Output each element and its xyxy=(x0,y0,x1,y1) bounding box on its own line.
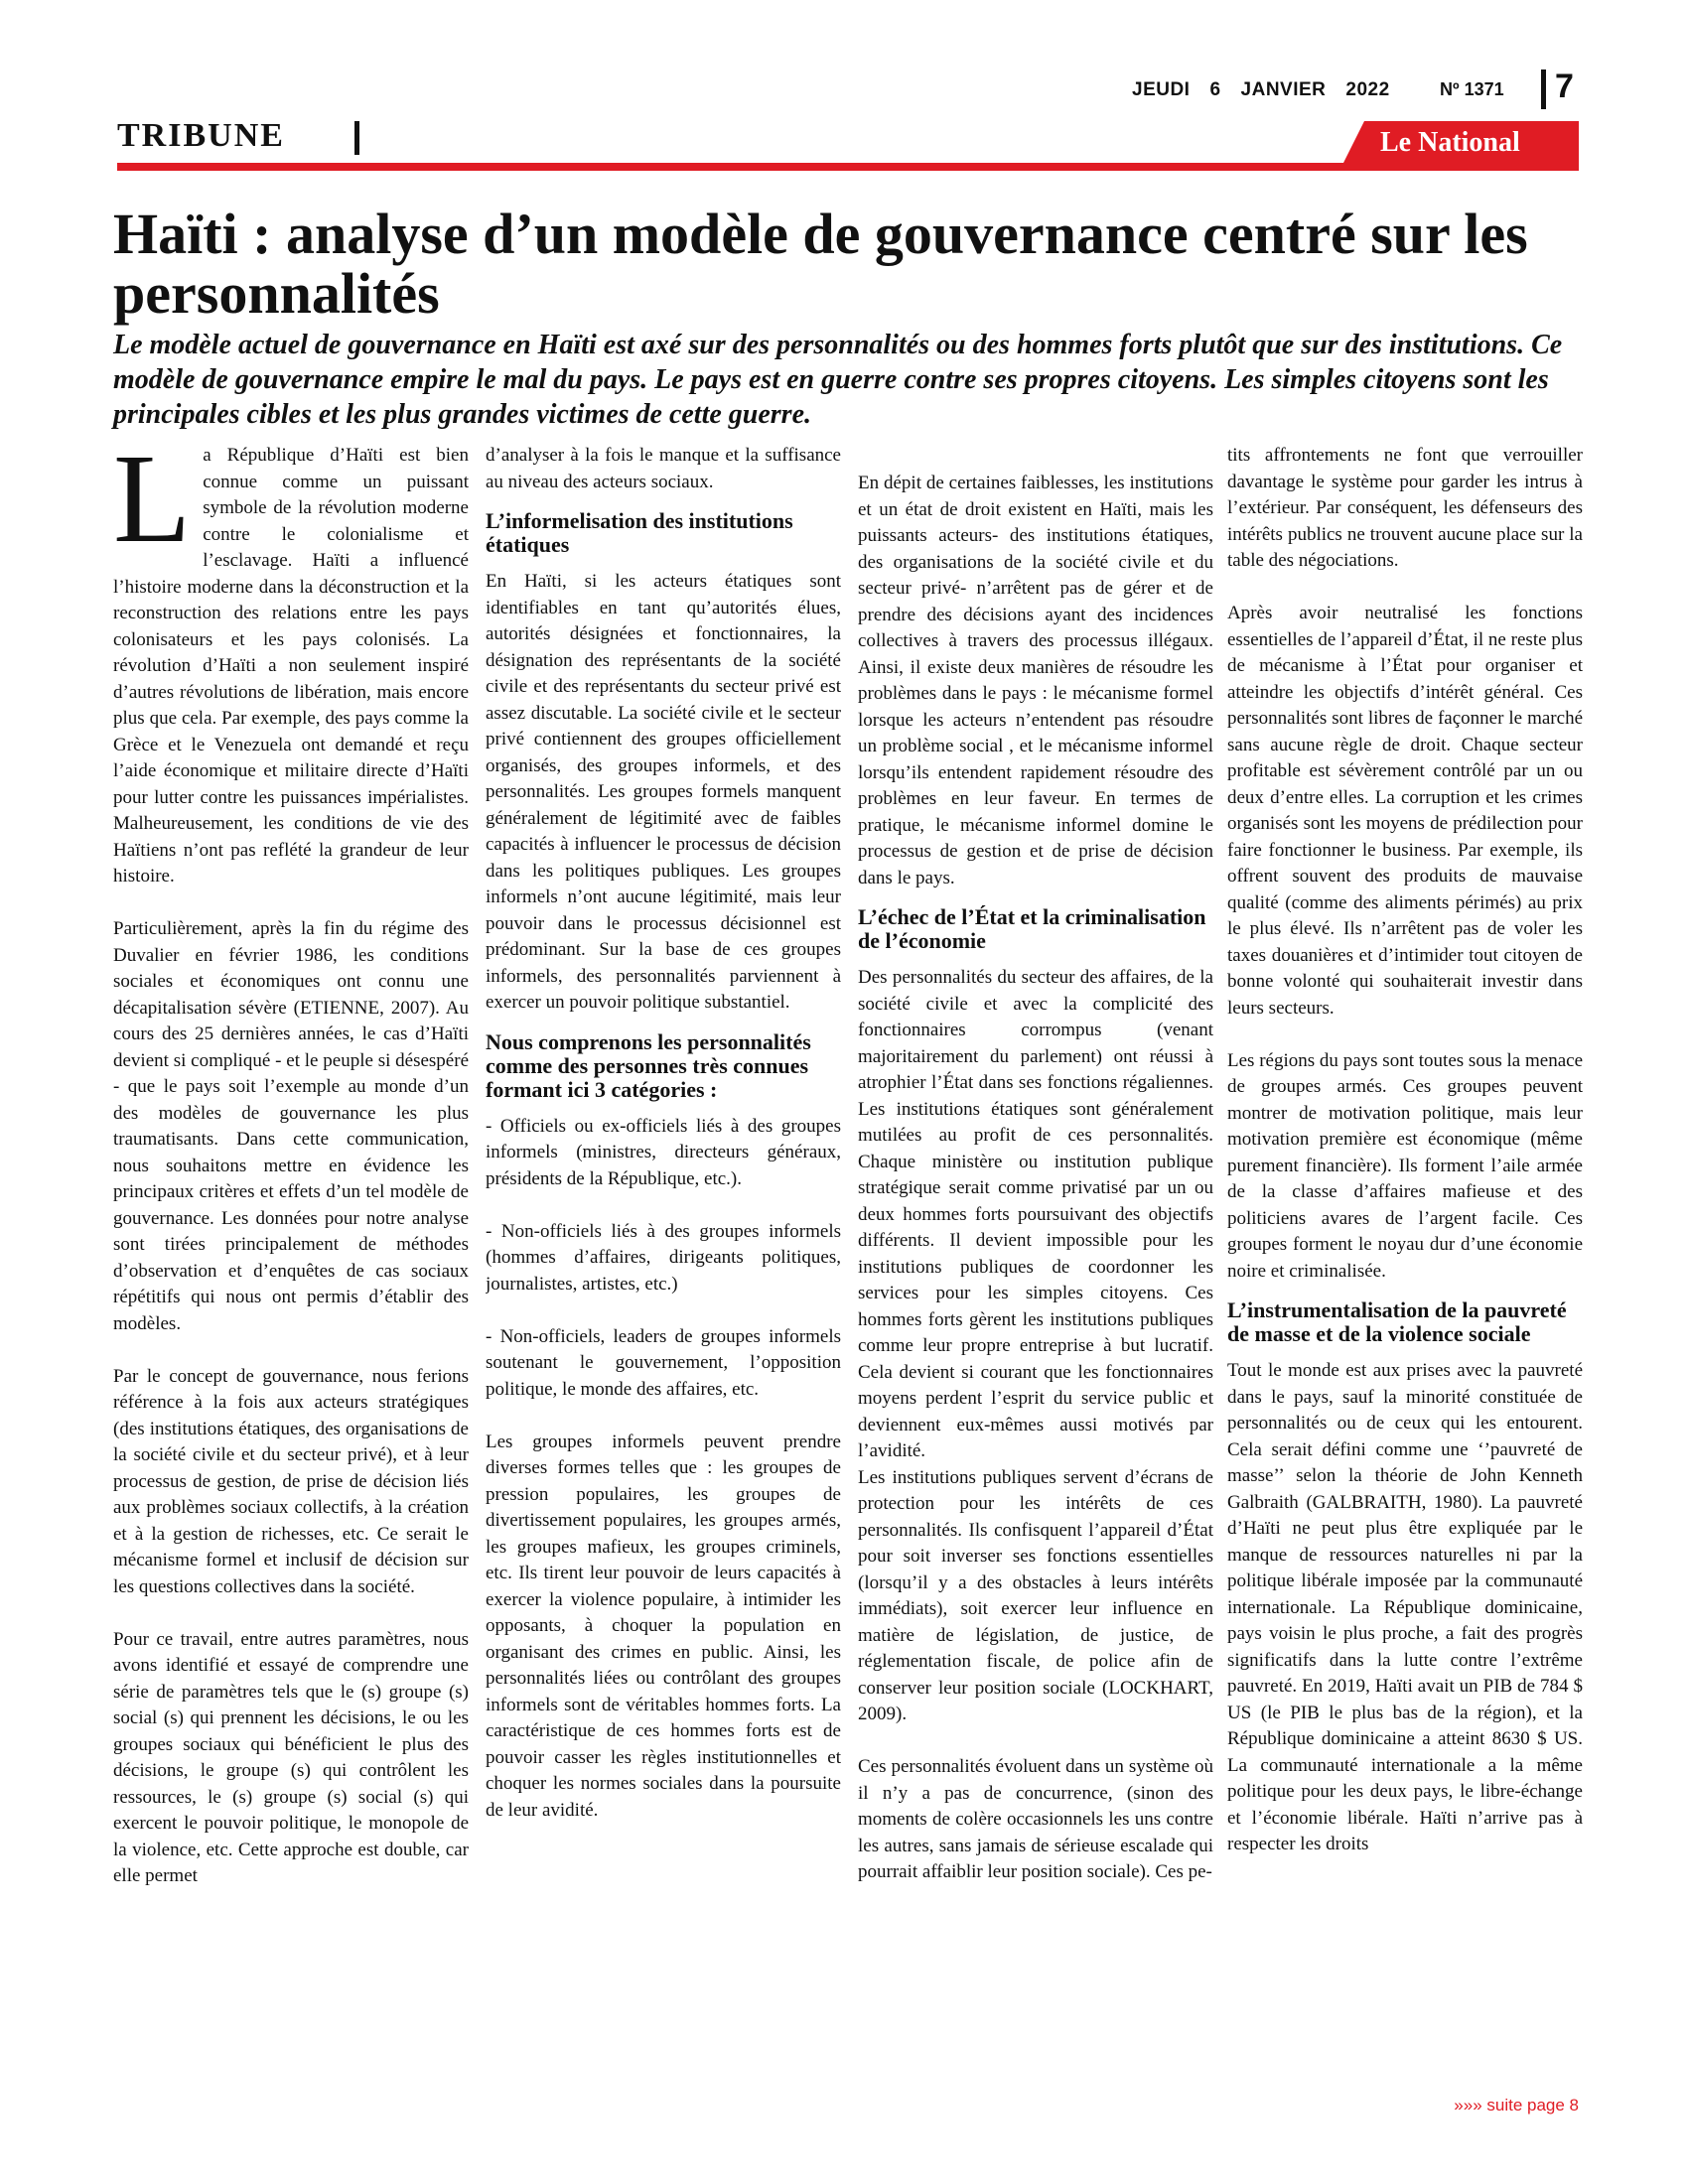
article-column-2 xyxy=(486,443,841,2071)
subheading: L’instrumentalisation de la pauvreté de masse et de la violence sociale xyxy=(1227,1297,1567,1346)
paragraph: En Haïti, si les acteurs étatiques sont identifiables en tant qu’autorités élues, autorités désignées et fonctionnaires, la désignation des représentants de la société civile et des représentants du secteur privé est assez discutable. La société civile et le secteur privé contiennent des groupes officiellement organisés, des groupes informels, et des personnalités. Les groupes formels manquent généralement de légitimité avec de faibles capacités à influencer le processus de décision dans les politiques publiques. Les groupes informels n’ont aucune légitimité, mais leur pouvoir dans le processus décisionnel est prédominant. Sur la base de ces groupes informels, des personnalités parviennent à exercer un pouvoir politique substantiel. xyxy=(486,571,841,1013)
date-year: 2022 xyxy=(1345,79,1390,100)
article-title: Haïti : analyse d’un modèle de gouvernance centré sur les personnalités xyxy=(113,202,1528,326)
paragraph: La République d’Haïti est bien connue comme un puissant symbole de la révolution moderne contre le colonialisme et l’esclavage. Haïti a influencé l’histoire moderne dans la déconstruction et la reconstruction des relations entre les pays colonisateurs et les pays colonisés. La révolution d’Haïti a non seulement inspiré d’autres révolutions de libération, mais encore plus que cela. Par exemple, des pays comme la Grèce et le Venezuela ont demandé et reçu l’aide économique et militaire directe d’Haïti pour lutter contre les puissances impérialistes. Malheureusement, les conditions de vie des Haïtiens n’ont pas reflété la grandeur de leur histoire. xyxy=(113,443,469,887)
paragraph: En dépit de certaines faiblesses, les institutions et un état de droit existent en Haïti, mais les puissants acteurs- des institutions étatiques, des organisations de la société civile et du secteur privé- n’arrêtent pas de gérer et de prendre des décisions ayant des incidences collectives à travers des processus illégaux. Ainsi, il existe deux manières de résoudre les problèmes dans le pays : le mécanisme formel lorsque les acteurs n’entendent pas résoudre un problème social , et le mécanisme informel lorsqu’ils entendent rapidement résoudre des problèmes en leur faveur. En termes de pratique, le mécanisme informel domine le processus de gestion et de prise de décision dans le pays. xyxy=(858,473,1213,888)
article-column-3 xyxy=(858,471,1213,2099)
date-month: JANVIER xyxy=(1240,79,1327,100)
paragraph: Les groupes informels peuvent prendre diverses formes telles que : les groupes de pression populaires, les groupes de divertissement populaires, les groupes armés, les groupes mafieux, les groupes criminels, etc. Ils tirent leur pouvoir de leurs capacités à exercer la violence populaire, à intimider les opposants, à choquer la population en organisant des crimes en public. Ainsi, les personnalités liées ou contrôlant des groupes informels sont de véritables hommes forts. La caractéristique de ces hommes forts est de pouvoir casser les règles institutionnelles et choquer les normes sociales dans la poursuite de leur avidité. xyxy=(486,1431,841,1821)
issue-date xyxy=(1132,79,1489,101)
header-rule xyxy=(117,163,1579,171)
continued-on-page: »»» suite page 8 xyxy=(1454,2096,1579,2115)
paragraph: tits affrontements ne font que verrouiller davantage le système pour garder les intrus à l’extérieur. Par conséquent, les défenseurs des intérêts publics ne trouvent aucune place sur la table des négociations. xyxy=(1227,445,1583,571)
section-label: TRIBUNE xyxy=(117,117,285,154)
date-day: JEUDI xyxy=(1132,79,1191,100)
article-column-4 xyxy=(1227,443,1583,2071)
issue-number: Nº 1371 xyxy=(1440,79,1504,99)
paragraph: Après avoir neutralisé les fonctions essentielles de l’appareil d’État, il ne reste plus de mécanisme à l’État pour organiser et atteindre les objectifs d’intérêt général. Ces personnalités sont libres de façonner le marché sans aucune règle de droit. Chaque secteur profitable est sévèrement contrôlé par un ou deux d’entre elles. La corruption et les crimes organisés sont les moyens de prédilection pour faire fonctionner le business. Par exemple, ils offrent souvent des produits de mauvaise qualité (comme des aliments périmés) au prix le plus élevé. Ils n’arrêtent pas de voler les taxes douanières et d’intimider tout citoyen de bonne volonté qui souhaiterait investir dans leurs secteurs. xyxy=(1227,603,1583,1019)
paragraph: d’analyser à la fois le manque et la suffisance au niveau des acteurs sociaux. xyxy=(486,445,841,492)
date-number: 6 xyxy=(1209,79,1221,100)
drop-cap: L xyxy=(113,443,192,569)
paragraph: Les institutions publiques servent d’écrans de protection pour les intérêts de ces personnalités. Ils confisquent l’appareil d’État pour soit inverser ses fonctions essentielles (lorsqu’il y a des obstacles à leurs intérêts immédiats), soit exercer leur influence en matière de législation, de justice, de réglementation fiscale, de police afin de conserver leur position sociale (LOCKHART, 2009). xyxy=(858,1466,1213,1724)
header-divider xyxy=(1541,69,1546,109)
paragraph: Particulièrement, après la fin du régime des Duvalier en février 1986, les conditions sociales et économiques ont connu une décapitalisation sévère (ETIENNE, 2007). Au cours des 25 dernières années, le cas d’Haïti devient si compliqué - et le peuple si désespéré - que le pays soit l’exemple au monde d’un des modèles de gouvernance les plus traumatisants. Dans cette communication, nous souhaitons mettre en évidence les principaux critères et effets d’un tel modèle de gouvernance. Les données pour notre analyse sont tirées principalement de méthodes d’observation et d’enquêtes de cas sociaux répétitifs qui nous ont permis d’établir des modèles. xyxy=(113,918,469,1334)
page-number: 7 xyxy=(1555,68,1574,105)
list-item: - Officiels ou ex-officiels liés à des groupes informels (ministres, directeurs généraux, présidents de la République, etc.). xyxy=(486,1115,841,1189)
article-lede: Le modèle actuel de gouvernance en Haïti est axé sur des personnalités ou des hommes forts plutôt que sur des institutions. Ce modèle de gouvernance empire le mal du pays. Le pays est en guerre contre ses propres citoyens. Les simples citoyens sont les principales cibles et les plus grandes victimes de cette guerre. xyxy=(113,330,1563,430)
paragraph: Les régions du pays sont toutes sous la menace de groupes armés. Ces groupes peuvent montrer de motivation politique, mais leur motivation première est économique (même purement financière). Ils forment l’aile armée de la classe d’affaires mafieuse et des politiciens avares de l’argent facile. Ces groupes forment le noyau dur d’une économie noire et criminalisée. xyxy=(1227,1049,1583,1282)
subheading: L’informelisation des institutions étatiques xyxy=(486,508,793,557)
subheading: Nous comprenons les personnalités comme des personnes très connues formant ici 3 catégories : xyxy=(486,1028,811,1102)
paragraph: Ces personnalités évoluent dans un système où il n’y a pas de concurrence, (sinon des moments de colère occasionnels les uns contre les autres, sans jamais de sérieuse escalade qui pourrait affaiblir leur position sociale). Ces pe- xyxy=(858,1756,1213,1882)
brand-name: Le National xyxy=(1380,127,1520,158)
paragraph: Par le concept de gouvernance, nous ferions référence à la fois aux acteurs stratégiques (des institutions étatiques, des organisations de la société civile et du secteur privé), et à leur processus de gestion, de prise de décision liés aux problèmes sociaux collectifs, à la création et à la gestion de richesses, etc. Ce serait le mécanisme formel et inclusif de décision sur les questions collectives dans la société. xyxy=(113,1365,469,1597)
list-item: - Non-officiels, leaders de groupes informels soutenant le gouvernement, l’opposition politique, le monde des affaires, etc. xyxy=(486,1325,841,1400)
subheading: L’échec de l’État et la criminalisation de l’économie xyxy=(858,904,1206,953)
list-item: - Non-officiels liés à des groupes informels (hommes d’affaires, dirigeants politiques, journalistes, artistes, etc.) xyxy=(486,1220,841,1295)
paragraph: Des personnalités du secteur des affaires, de la société civile et avec la complicité des fonctionnaires corrompus (venant majoritairement du parlement) ont réussi à atrophier l’État dans ses fonctions régaliennes. Les institutions étatiques sont généralement mutilées au profit de ces personnalités. Chaque ministère ou institution publique stratégique serait comme privatisé par un ou deux hommes forts poursuivant des objectifs différents. Il devient impossible pour les institutions publiques de coordonner les services pour les simples citoyens. Ces hommes forts gèrent les institutions publiques comme leur propre entreprise à but lucratif. Cela devient si courant que les fonctionnaires moyens perdent l’esprit du service public et deviennent eux-mêmes aussi motivés par l’avidité. xyxy=(858,967,1213,1461)
section-divider xyxy=(354,121,359,155)
paragraph: Tout le monde est aux prises avec la pauvreté dans le pays, sauf la minorité constituée de personnalités ou de ceux qui les entourent. Cela serait défini comme une ‘’pauvreté de masse’’ selon la théorie de John Kenneth Galbraith (GALBRAITH, 1980). La pauvreté d’Haïti ne peut plus être expliquée par le manque de ressources naturelles ni par la politique libérale imposée par la communauté internationale. La République dominicaine, pays voisin le plus proche, a fait des progrès significatifs dans la lutte contre l’extrême pauvreté. En 2019, Haïti avait un PIB de 784 $ US (le PIB le plus bas de la région), et la République dominicaine a atteint 8630 $ US. La communauté internationale a la même politique pour les deux pays, le libre-échange et l’économie libérale. Haïti n’arrive pas à respecter les droits xyxy=(1227,1360,1583,1854)
paragraph: Pour ce travail, entre autres paramètres, nous avons identifié et essayé de comprendre une série de paramètres tels que le (s) groupe (s) social (s) qui prennent les décisions, le ou les groupes sociaux qui bénéficient le plus des décisions, le groupe (s) qui contrôlent les ressources, le (s) groupe (s) social (s) qui exercent le pouvoir politique, le monopole de la violence, etc. Cette approche est double, car elle permet xyxy=(113,1628,469,1886)
article-column-1 xyxy=(113,443,469,2071)
